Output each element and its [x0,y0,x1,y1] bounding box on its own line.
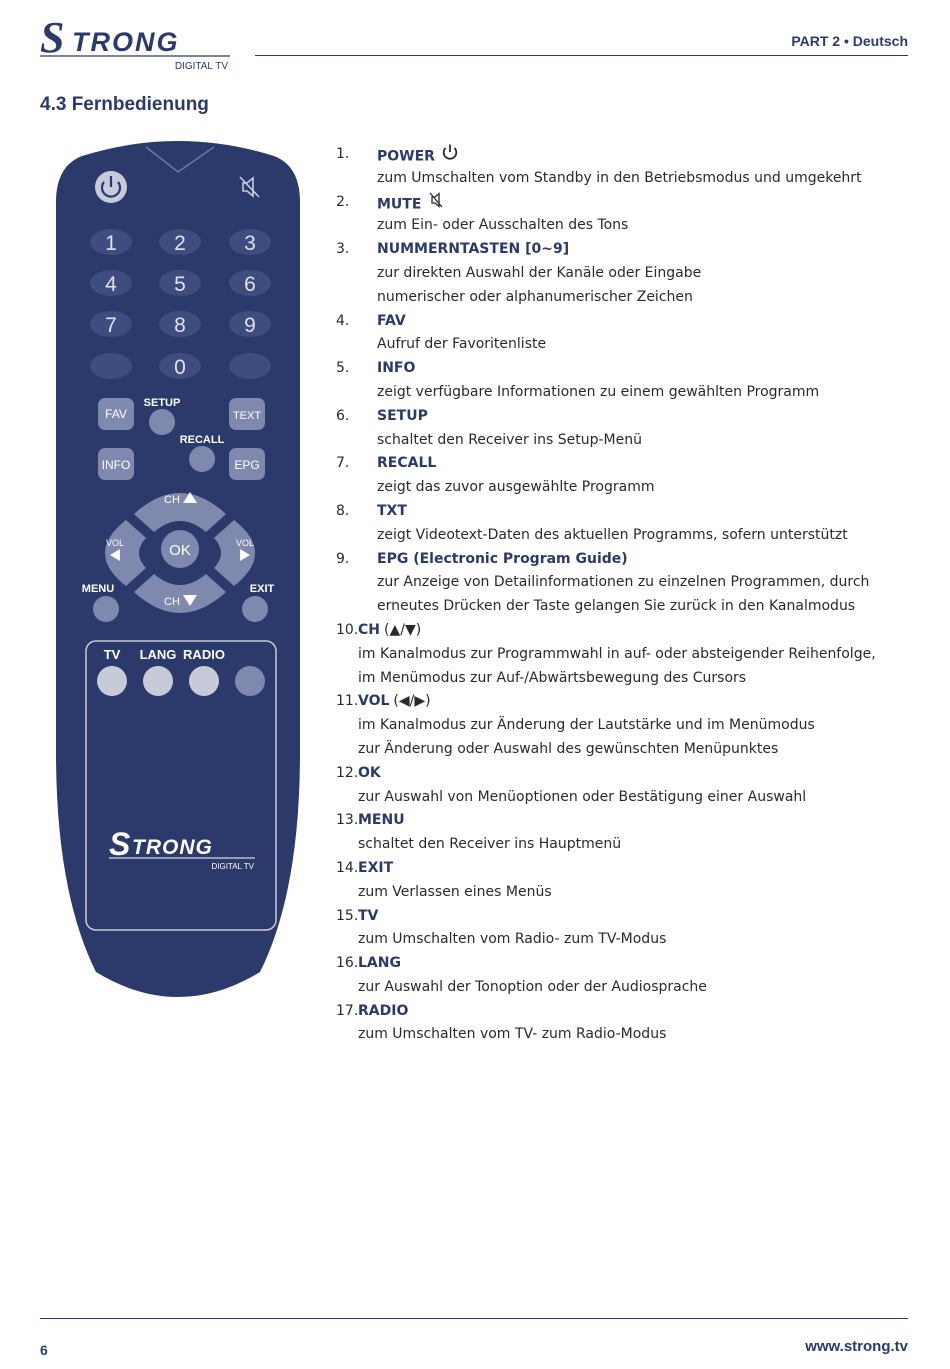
item-13-title-row [336,809,896,833]
vol-right-label: VOL [235,538,255,548]
item-2-title-row [336,191,896,215]
remote-brand-initial: S [109,826,131,862]
item-description: zum Umschalten vom Standby in den Betriebsmodus und umgekehrt [377,169,862,186]
item-title-suffix: (▲/▼) [384,621,422,638]
mute-button [234,171,266,203]
tv-label: TV [103,647,121,662]
item-title: FAV [377,312,406,329]
remote-brand-rest: TRONG [132,836,213,859]
key-6: 6 [244,273,256,296]
item-title: VOL [358,693,390,710]
website-url: www.strong.tv [805,1338,908,1355]
item-description: erneutes Drücken der Taste gelangen Sie zurück in den Kanalmodus [377,598,856,615]
item-number: 14. [336,859,359,876]
item-description: Aufruf der Favoritenliste [377,336,547,353]
strong-logo [38,14,238,74]
footer-rule [40,1318,908,1319]
brand-rest: TRONG [72,27,180,57]
ch-down-label: CH [164,596,180,608]
power-icon [441,143,459,170]
item-number: 1. [336,146,350,162]
item-description: im Kanalmodus zur Änderung der Lautstärke und im Menümodus [358,717,815,734]
item-number: 9. [336,550,350,567]
epg-label: EPG [234,458,260,472]
item-description: zeigt das zuvor ausgewählte Programm [377,479,655,496]
brand-sub: DIGITAL TV [174,61,228,72]
lang-key [143,666,173,696]
item-11-title-row [336,690,896,714]
item-6-title-row [336,405,896,429]
item-3-title-row [336,238,896,262]
exit-label: EXIT [249,583,275,595]
key-3: 3 [244,232,256,255]
item-title: EXIT [358,859,394,876]
recall-key [189,446,215,472]
radio-label: RADIO [183,647,225,662]
blank-key [235,666,265,696]
ok-label: OK [169,542,191,559]
item-12-title-row [336,762,896,786]
remote-brand-sub: DIGITAL TV [211,862,254,871]
item-description: zeigt Videotext-Daten des aktuellen Programms, sofern unterstützt [377,526,848,543]
item-description: zum Umschalten vom Radio- zum TV-Modus [358,931,667,948]
item-number: 7. [336,455,350,472]
item-7-title-row [336,452,896,476]
key-1: 1 [105,232,117,255]
item-title: RECALL [377,455,437,472]
item-title: SETUP [377,407,428,424]
remote-body [56,141,300,997]
menu-key [93,596,119,622]
key-9: 9 [244,314,256,337]
item-description: zur Auswahl der Tonoption oder der Audiosprache [358,978,707,995]
item-title: RADIO [358,1002,409,1019]
item-description: schaltet den Receiver ins Setup-Menü [377,431,642,448]
part-label: PART 2 • Deutsch [791,33,908,49]
tv-key [97,666,127,696]
item-title: EPG (Electronic Program Guide) [377,550,628,567]
item-9-title-row [336,548,896,572]
item-description: numerischer oder alphanumerischer Zeichen [377,288,693,305]
item-4-title-row [336,310,896,334]
item-16-title-row [336,952,896,976]
item-title: LANG [358,955,401,972]
key-8: 8 [174,314,186,337]
item-8-title-row [336,500,896,524]
item-number: 13. [336,812,359,829]
item-number: 12. [336,764,359,781]
header-rule [255,55,908,56]
key-4: 4 [105,273,117,296]
lang-label: LANG [139,647,177,662]
key-2: 2 [174,232,186,255]
item-description: zur direkten Auswahl der Kanäle oder Eingabe [377,264,702,281]
recall-label: RECALL [179,434,225,446]
item-15-title-row [336,905,896,929]
item-title: OK [358,764,381,781]
item-number: 17. [336,1002,359,1019]
key-0: 0 [174,356,186,379]
text-label: TEXT [232,410,262,422]
item-description: schaltet den Receiver ins Hauptmenü [358,836,622,853]
item-description: zur Auswahl von Menüoptionen oder Bestätigung einer Auswahl [358,788,807,805]
page-number: 6 [40,1342,48,1358]
item-description: zur Anzeige von Detailinformationen zu einzelnen Programmen, durch [377,574,870,591]
item-title: TXT [377,502,407,519]
ch-up-label: CH [164,494,180,506]
item-description: zum Verlassen eines Menüs [358,883,552,900]
mute-icon [427,191,445,218]
key-description-list [336,143,896,1047]
item-1-title-row [336,143,896,167]
radio-key [189,666,219,696]
fav-label: FAV [105,407,127,421]
item-description: zum Ein- oder Ausschalten des Tons [377,217,629,234]
info-label: INFO [101,458,131,472]
power-button [95,171,127,203]
item-10-title-row [336,619,896,643]
item-number: 6. [336,407,350,424]
item-description: im Menümodus zur Auf-/Abwärtsbewegung des Cursors [358,669,747,686]
item-5-title-row [336,357,896,381]
item-number: 8. [336,502,350,519]
item-description: zeigt verfügbare Informationen zu einem gewählten Programm [377,383,820,400]
item-17-title-row [336,1000,896,1024]
item-title-suffix: (◀/▶) [393,693,431,710]
menu-label: MENU [81,583,115,595]
item-number: 16. [336,955,359,972]
item-description: zum Umschalten vom TV- zum Radio-Modus [358,1026,667,1043]
item-number: 5. [336,360,350,377]
item-number: 4. [336,312,350,329]
key-5: 5 [174,273,186,296]
item-14-title-row [336,857,896,881]
item-description: im Kanalmodus zur Programmwahl in auf- oder absteigender Reihenfolge, [358,645,876,662]
item-title: INFO [377,360,416,377]
item-title: CH [358,621,380,638]
item-number: 15. [336,907,359,924]
remote-control-illustration [52,132,304,1008]
brand-initial: S [40,14,65,62]
section-title: 4.3 Fernbedienung [40,94,209,115]
vol-left-label: VOL [105,538,125,548]
item-number: 10. [336,621,359,638]
exit-key [242,596,268,622]
item-number: 11. [336,693,359,710]
item-title: MUTE [377,196,422,212]
key-7: 7 [105,314,117,337]
item-title: TV [358,907,379,924]
item-description: zur Änderung oder Auswahl des gewünschten Menüpunktes [358,740,779,757]
setup-key [149,409,175,435]
item-number: 3. [336,241,350,258]
setup-label: SETUP [143,397,181,409]
item-title: MENU [358,812,405,829]
item-title: POWER [377,148,435,165]
item-title: NUMMERNTASTEN [0~9] [377,241,570,258]
item-number: 2. [336,193,350,210]
